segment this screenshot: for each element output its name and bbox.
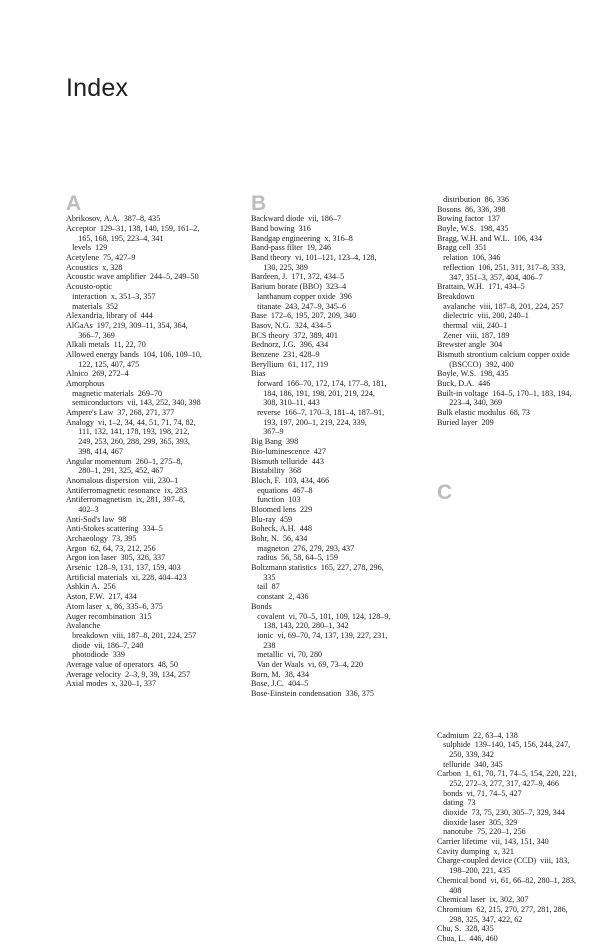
index-entry: Buried layer 209 [437,417,494,427]
index-entry: Cadmium 22, 63–4, 138 [437,730,518,740]
index-entry: Band bowing 316 [251,224,311,234]
index-entry: levels 129 [66,243,108,253]
index-entry: 308, 310–11, 443 [251,398,320,408]
index-entry: Zener viii, 187, 189 [437,330,510,340]
index-entry: Built-in voltage 164–5, 170–1, 183, 194, [437,388,572,398]
index-entry: radius 56, 58, 64–5, 159 [251,553,338,563]
index-entry: Alnico 269, 272–4 [66,369,129,379]
index-entry: Angular momentum 260–1, 275–8, [66,456,183,466]
index-entry: metallic vi, 70, 280 [251,650,323,660]
index-entry: Analogy vi, 1–2, 34, 44, 51, 71, 74, 82, [66,417,196,427]
index-entry: Chua, L. 446, 460 [437,933,498,943]
index-entry: Band theory vi, 101–121, 123–4, 128, [251,253,377,263]
index-entry: 402–3 [66,504,99,514]
index-entry: Chromium 62, 215, 270, 277, 281, 286, [437,904,568,914]
index-entry: Beryllium 61, 117, 119 [251,359,329,369]
index-entry: equations 467–8 [251,485,313,495]
index-entry: Benzene 231, 428–9 [251,349,320,359]
index-entry: Antiferromagnetism ix, 281, 397–8, [66,495,185,505]
index-entry: thermal viii, 240–1 [437,320,508,330]
index-entry: dioxide 73, 75, 230, 305–7, 329, 344 [437,808,565,817]
index-column-1 [66,192,242,689]
index-entry: Brewster angle 304 [437,340,503,350]
index-entry: Average value of operators 48, 50 [66,659,178,669]
index-entry: lanthanum copper oxide 396 [251,291,352,301]
index-entry: Boyle, W.S. 198, 435 [437,224,509,234]
page-title: Index [66,74,129,102]
index-entry: ionic vi, 69–70, 74, 137, 139, 227, 231, [251,630,388,640]
index-entry: Bio-luminescence 427 [251,446,326,456]
index-entry: Bose-Einstein condensation 336, 375 [251,689,374,699]
index-entry: magnetic materials 269–70 [66,388,163,398]
index-entry: 298, 325, 347, 422, 62 [437,914,523,924]
section-letter-c: C [437,481,453,504]
index-entry: Bonds [251,601,272,611]
index-entry: 367–9 [251,427,284,437]
index-entry: reverse 166–7, 170–3, 181–4, 187–91, [251,408,385,418]
index-entry: Argon 62, 64, 73, 212, 256 [66,543,156,553]
index-entry: Bismuth telluride 443 [251,456,324,466]
index-entry: Chemical bond vi, 61, 66–82, 280–1, 283, [437,875,577,885]
index-entry: Acceptor 129–31, 138, 140, 159, 161–2, [66,224,200,234]
index-entry: interaction x, 351–3, 357 [66,291,156,301]
index-entry: 335 [251,572,276,582]
section-letter-a: A [66,192,82,215]
index-entry: 252, 272–3, 277, 317, 427–9, 466 [437,778,559,788]
index-entry: Bandgap engineering x, 316–8 [251,233,353,243]
index-entry: Bohr, N. 56, 434 [251,534,308,544]
index-entry: Boltzmann statistics 165, 227, 278, 296, [251,563,384,573]
index-entry: Brattain, W.H. 171, 434–5 [437,282,525,292]
index-entry: Axial modes x, 320–1, 337 [66,679,157,689]
index-entry: AlGaAs 197, 219, 309–11, 354, 364, [66,320,188,330]
index-entry: 223–4, 340, 369 [437,398,502,408]
index-entry: forward 166–70, 172, 174, 177–8, 181, [251,379,387,389]
index-entry: Artificial materials xi, 228, 404–423 [66,572,187,582]
index-entry: Arsenic 128–9, 131, 137, 159, 403 [66,563,181,573]
index-entry: Aston, F.W. 217, 434 [66,592,137,602]
index-entry: Auger recombination 315 [66,611,152,621]
index-entry: breakdown viii, 187–8, 201, 224, 257 [66,630,197,640]
index-entry: Acetylene 75, 427–9 [66,253,136,263]
index-entry: dioxide laser 305, 329 [437,817,518,827]
entries-a [66,214,242,689]
index-entry: Abrikosov, A.A. 387–8, 435 [66,214,161,224]
section-letter-b: B [251,192,267,215]
index-entry: Big Bang 398 [251,437,299,447]
index-entry: dielectric viii, 200, 240–1 [437,311,529,321]
index-entry: 408 [437,885,462,895]
index-entry: 111, 132, 141, 178, 193, 198, 212, [66,427,190,437]
index-entry: 347, 351–3, 357, 404, 406–7 [437,272,543,282]
index-entry: Chu, S. 328, 435 [437,924,494,934]
index-entry: magneton 276, 279, 293, 437 [251,543,355,553]
index-entry: Alexandria, library of 444 [66,311,153,321]
index-entry: Bragg cell 351 [437,243,487,253]
index-entry: Atom laser x, 86, 335–6, 375 [66,601,163,611]
index-entry: 250, 339, 342 [437,749,494,759]
index-entry: bonds vi, 71, 74–5, 427 [437,788,522,798]
index-entry: Carbon 1, 61, 70, 71, 74–5, 154, 220, 221, [437,769,577,779]
index-entry: Bose, J.C. 404–5 [251,679,309,689]
index-entry: 398, 414, 467 [66,446,123,456]
index-entry: Bardeen, J. 171, 372, 434–5 [251,272,345,282]
index-entry: sulphide 139–140, 145, 156, 244, 247, [437,740,571,750]
index-entry: covalent vi, 70–5, 101, 109, 124, 128–9, [251,611,391,621]
index-entry: 165, 168, 195, 223–4, 341 [66,233,164,243]
index-entry: Acoustic wave amplifier 244–5, 249–50 [66,272,199,282]
entries-b [251,214,429,698]
index-column-2 [251,192,429,699]
index-entry: (BSCCO) 392, 400 [437,359,514,369]
index-entry: Boheck, A.H. 448 [251,524,312,534]
index-entry: Bulk elastic modulus 68, 73 [437,408,530,418]
index-entry: Chemical laser ix, 302, 307 [437,895,529,905]
index-entry: 130, 225, 389 [251,262,308,272]
index-entry: relation 106, 346 [437,253,501,263]
index-entry: Ashkin A. 256 [66,582,116,592]
index-entry: Backward diode vii, 186–7 [251,214,342,224]
index-entry: Base 172–6, 195, 207, 209, 340 [251,311,357,321]
index-entry: Antiferromagnetic resonance ix, 283 [66,485,188,495]
index-entry: titanate 243, 247–9, 345–6 [251,301,347,311]
index-entry: Argon ion laser 305, 326, 337 [66,553,166,563]
index-entry: dating 73 [437,798,476,808]
index-entry: semiconductors vii, 143, 252, 340, 398 [66,398,201,408]
index-entry: Carrier lifetime vii, 143, 151, 340 [437,837,549,847]
index-entry: Anti-Sod's law 98 [66,514,127,524]
index-entry: 198–200, 221, 435 [437,866,511,876]
index-entry: photodiode 339 [66,650,125,660]
index-entry: Bragg, W.H. and W.L. 106, 434 [437,233,543,243]
index-entry: reflection 106, 251, 311, 317–8, 333, [437,262,566,272]
index-entry: Buck, D.A. 446 [437,379,491,389]
index-entry: Band-pass filter 19, 246 [251,243,332,253]
index-entry: Bosons 86, 336, 398 [437,204,506,214]
index-entry: telluride 340, 345 [437,759,503,769]
index-entry: constant 2, 436 [251,592,309,602]
index-entry: materials 352 [66,301,119,311]
index-entry: Alkali metals 11, 22, 70 [66,340,146,350]
index-entry: Bednorz, J.G. 396, 434 [251,340,329,350]
index-entry: Archaeology 73, 395 [66,534,137,544]
index-entry: Acoustics x, 328 [66,262,123,272]
index-entry: Anomalous dispersion viii, 230–1 [66,475,179,485]
index-entry: Charge-coupled device (CCD) viii, 183, [437,856,570,866]
index-entry: Van der Waals vi, 69, 73–4, 220 [251,659,363,669]
index-entry: Barium borate (BBO) 323–4 [251,282,347,292]
index-entry: Basov, N.G. 324, 434–5 [251,320,332,330]
index-entry: Bismuth strontium calcium copper oxide [437,350,570,359]
index-entry: Ampere's Law 37, 268, 271, 377 [66,408,175,418]
index-entry: Bloch, F. 103, 434, 466 [251,475,330,485]
index-entry: Bloomed lens 229 [251,504,313,514]
index-entry: 238 [251,640,276,650]
index-entry: distribution 86, 336 [437,195,509,204]
index-column-3 [437,195,615,944]
index-entry: Average velocity 2–3, 9, 39, 134, 257 [66,669,191,679]
index-entry: Amorphous [66,379,105,389]
index-entry: Cavity dumping x, 321 [437,846,514,856]
index-entry: function 103 [251,495,301,505]
index-entry: Breakdown [437,291,475,301]
entries-b-continued [437,195,615,428]
index-entry: Bowing factor 137 [437,214,500,224]
index-entry: 280–1, 291, 325, 452, 467 [66,466,164,476]
index-entry: 193, 197, 200–1, 219, 224, 339, [251,417,367,427]
index-entry: 249, 253, 260, 288, 299, 365, 393, [66,437,190,447]
index-entry: Avalanche [66,621,101,631]
index-entry: tail 87 [251,582,280,592]
index-entry: 138, 143, 220, 280–1, 342 [251,621,349,631]
index-entry: Anti-Stokes scattering 334–5 [66,524,163,534]
index-entry: nanotube 75, 220–1, 256 [437,827,526,837]
index-entry: Born, M. 38, 434 [251,669,310,679]
index-entry: Bistability 368 [251,466,302,476]
index-entry: Allowed energy bands 104, 106, 109–10, [66,349,202,359]
index-entry: BCS theory 372, 389, 401 [251,330,338,340]
index-entry: avalanche viii, 187–8, 201, 224, 257 [437,301,564,311]
index-entry: 122, 125, 407, 475 [66,359,140,369]
index-entry: Blu-ray 459 [251,514,293,524]
index-entry: Boyle, W.S. 198, 435 [437,369,509,379]
index-entry: 366–7, 369 [66,330,115,340]
entries-c [437,731,615,944]
index-entry: diode vii, 186–7, 240 [66,640,144,650]
index-entry: Bias [251,369,266,379]
index-entry: 184, 186, 191, 198, 201, 219, 224, [251,388,375,398]
index-entry: Acousto-optic [66,282,113,292]
